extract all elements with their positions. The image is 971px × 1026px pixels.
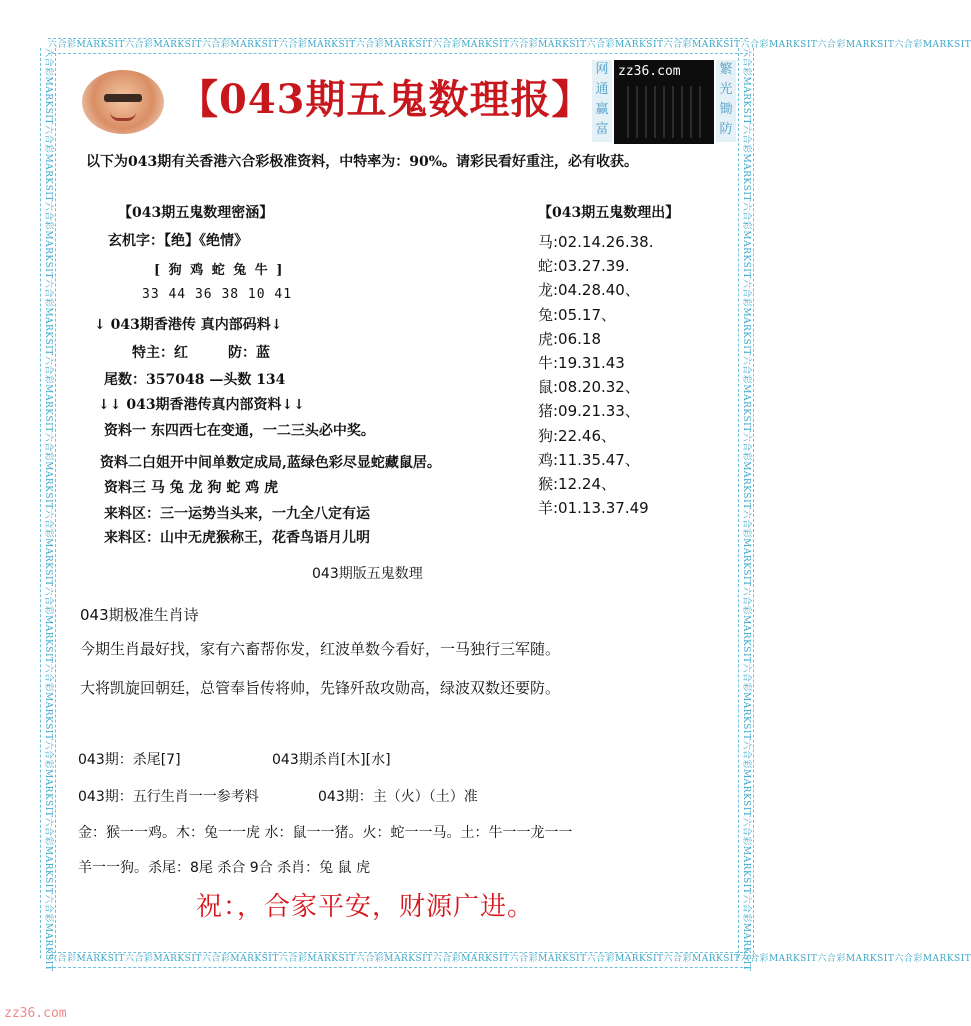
list-item: 龙:04.28.40、 bbox=[538, 281, 640, 300]
list-item: 猴:12.24、 bbox=[538, 475, 616, 494]
wuxing-detail-2: 羊一一狗。杀尾：8尾 杀合 9合 杀肖：兔 鼠 虎 bbox=[78, 860, 371, 876]
wuxing-detail-1: 金：猴一一鸡。木：兔一一虎 水：鼠一一猪。火：蛇一一马。土：牛一一龙一一 bbox=[78, 825, 573, 841]
right-border-text: 六合彩MARKSIT六合彩MARKSIT六合彩MARKSIT六合彩MARKSIT六合彩MARKSIT六合彩MARKSIT六合彩MARKSIT六合彩MARKSIT六合彩MARKSIT六合彩MARKSIT六合彩MARKSIT六合彩MARKSIT bbox=[741, 48, 751, 972]
qr-code-icon bbox=[624, 86, 704, 138]
right-badge-char: 繁 bbox=[719, 62, 733, 77]
wuxing-main: 043期：主（火）（土）准 bbox=[318, 789, 478, 805]
poem-line-1: 今期生肖最好找，家有六畜帮你发，红波单数今看好，一马独行三军随。 bbox=[80, 640, 561, 658]
intro-text: 以下为043期有关香港六合彩极准资料，中特率为：90%。请彩民看好重注，必有收获。 bbox=[86, 154, 639, 170]
right-heading: 【043期五鬼数理出】 bbox=[538, 205, 680, 221]
right-badge bbox=[716, 60, 736, 142]
bottom-border-text: 六合彩MARKSIT六合彩MARKSIT六合彩MARKSIT六合彩MARKSIT六合彩MARKSIT六合彩MARKSIT六合彩MARKSIT六合彩MARKSIT六合彩MARKSIT六合彩MARKSIT六合彩MARKSIT六合彩MARKSIT bbox=[48, 952, 748, 968]
list-item: 牛:19.31.43 bbox=[538, 354, 625, 373]
list-item: 猪:09.21.33、 bbox=[538, 402, 640, 421]
poem-line-2: 大将凯旋回朝廷，总管奉旨传将帅，先锋歼敌攻勋高，绿波双数还要防。 bbox=[80, 679, 561, 697]
avatar bbox=[82, 70, 164, 134]
list-item: 鸡:11.35.47、 bbox=[538, 450, 640, 469]
laiyuan-1: 来料区：三一运势当头来，一九全八定有运 bbox=[104, 506, 370, 522]
ziliao-1: 资料一 东四西七在变通，一二三头必中奖。 bbox=[104, 423, 375, 439]
insider-heading-1: ↓ 043期香港传 真内部码料↓ bbox=[94, 317, 283, 333]
tezhu-label: 特主：红 bbox=[132, 345, 188, 361]
list-item: 鼠:08.20.32、 bbox=[538, 378, 640, 397]
zodiac-number-list bbox=[538, 230, 653, 520]
logo-site-text: zz36.com bbox=[618, 64, 681, 79]
left-badge-char: 网 bbox=[595, 62, 609, 77]
watermark-text: zz36.com bbox=[4, 1006, 67, 1021]
left-badge bbox=[592, 60, 612, 142]
laiyuan-2: 来料区：山中无虎猴称王，花香鸟语月儿明 bbox=[104, 530, 370, 546]
xuanji-line: 玄机字：【绝】《绝情》 bbox=[108, 233, 248, 249]
insider-heading-2: ↓↓ 043期香港传真内部资料↓↓ bbox=[98, 397, 306, 413]
animals-line: [ 狗 鸡 蛇 兔 牛 ] bbox=[154, 263, 285, 278]
left-border-text: 六合彩MARKSIT六合彩MARKSIT六合彩MARKSIT六合彩MARKSIT六合彩MARKSIT六合彩MARKSIT六合彩MARKSIT六合彩MARKSIT六合彩MARKSIT六合彩MARKSIT六合彩MARKSIT六合彩MARKSIT bbox=[43, 48, 53, 972]
shaxiao-line: 043期杀肖[木][水] bbox=[272, 752, 391, 768]
smile-icon bbox=[110, 112, 136, 121]
weishu-line: 尾数：357048 —头数 134 bbox=[104, 372, 286, 388]
right-border bbox=[738, 48, 754, 972]
list-item: 兔:05.17、 bbox=[538, 305, 616, 324]
shawei-line: 043期：杀尾[7] bbox=[78, 752, 181, 768]
top-border-text: 六合彩MARKSIT六合彩MARKSIT六合彩MARKSIT六合彩MARKSIT六合彩MARKSIT六合彩MARKSIT六合彩MARKSIT六合彩MARKSIT六合彩MARKSIT六合彩MARKSIT六合彩MARKSIT六合彩MARKSIT bbox=[48, 38, 748, 54]
left-border bbox=[40, 48, 56, 972]
poem-title: 043期极准生肖诗 bbox=[80, 606, 199, 624]
blessing-text: 祝：，合家平安，财源广进。 bbox=[196, 892, 535, 922]
left-badge-char: 赢 bbox=[595, 102, 609, 117]
qr-logo-block bbox=[614, 60, 714, 144]
list-item: 马:02.14.26.38. bbox=[538, 233, 654, 251]
page-title: 【043期五鬼数理报】 bbox=[178, 76, 593, 123]
fang-label: 防：蓝 bbox=[228, 345, 270, 361]
left-badge-char: 通 bbox=[595, 82, 609, 97]
left-badge-char: 富 bbox=[595, 122, 609, 137]
list-item: 虎:06.18 bbox=[538, 329, 601, 348]
list-item: 蛇:03.27.39. bbox=[538, 257, 630, 276]
wuxing-label: 043期：五行生肖一一参考料 bbox=[78, 789, 259, 805]
left-heading: 【043期五鬼数理密涵】 bbox=[118, 205, 274, 221]
ziliao-3: 资料三 马 兔 龙 狗 蛇 鸡 虎 bbox=[104, 480, 279, 496]
list-item: 狗:22.46、 bbox=[538, 426, 616, 445]
right-badge-char: 锄 bbox=[719, 102, 733, 117]
glasses-icon bbox=[104, 94, 142, 102]
ziliao-2: 资料二白姐开中间单数定成局,蓝绿色彩尽显蛇藏鼠居。 bbox=[100, 455, 441, 471]
right-badge-char: 光 bbox=[719, 82, 733, 97]
version-title: 043期版五鬼数理 bbox=[312, 566, 423, 582]
right-badge-char: 防 bbox=[719, 122, 733, 137]
list-item: 羊:01.13.37.49 bbox=[538, 499, 649, 518]
numbers-line: 33 44 36 38 10 41 bbox=[142, 287, 293, 302]
